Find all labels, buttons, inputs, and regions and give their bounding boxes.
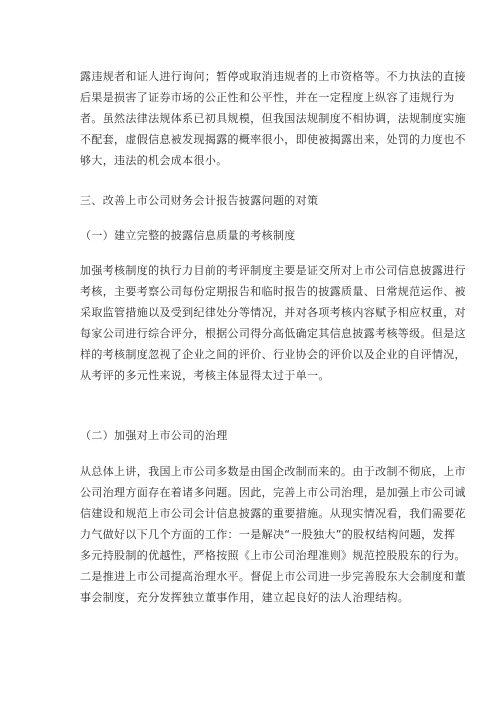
subheading: （一）建立完整的披露信息质量的考核制度 xyxy=(80,229,296,242)
paragraph-line: 不配套，虚假信息被发现揭露的概率很小，即使被揭露出来，处罚的力度也不 xyxy=(80,133,466,146)
paragraph-line: 者。虽然法律法规体系已初具规模，但我国法规制度不相协调，法规制度实施 xyxy=(80,112,466,125)
paragraph-line: 力气做好以下几个方面的工作：一是解决“一股独大”的股权结构问题，发挥 xyxy=(80,528,456,541)
paragraph-line: 信建设和规范上市公司会计信息披露的重要措施。从现实情况看，我们需要花 xyxy=(80,507,466,520)
paragraph-line: 样的考核制度忽视了企业之间的评价、行业协会的评价以及企业的自评情况， xyxy=(80,348,466,361)
paragraph-line: 二是推进上市公司提高治理水平。督促上市公司进一步完善股东大会制度和董 xyxy=(80,570,466,583)
paragraph-line: 公司治理方面存在着诸多问题。因此，完善上市公司治理，是加强上市公司诚 xyxy=(80,486,466,499)
subheading: （二）加强对上市公司的治理 xyxy=(80,429,228,442)
paragraph-line: 采取监管措施以及受到纪律处分等情况，并对各项考核内容赋予相应权重，对 xyxy=(80,306,466,319)
paragraph-line: 多元持股制的优越性，严格按照《上市公司治理准则》规范控股股东的行为。 xyxy=(80,549,466,562)
paragraph-line: 够大，违法的机会成本很小。 xyxy=(80,154,228,167)
paragraph-line: 从考评的多元性来说，考核主体显得太过于单一。 xyxy=(80,369,330,382)
paragraph-line: 露违规者和证人进行询问；暂停或取消违规者的上市资格等。不力执法的直接 xyxy=(80,70,466,83)
paragraph-line: 考核，主要考察公司每份定期报告和临时报告的披露质量、日常规范运作、被 xyxy=(80,285,466,298)
paragraph-line: 后果是损害了证券市场的公正性和公平性，并在一定程度上纵容了违规行为 xyxy=(80,91,455,104)
paragraph-line: 每家公司进行综合评分，根据公司得分高低确定其信息披露考核等级。但是这 xyxy=(80,327,466,340)
paragraph-line: 事会制度，充分发挥独立董事作用，建立起良好的法人治理结构。 xyxy=(80,591,410,604)
paragraph-line: 加强考核制度的执行力目前的考评制度主要是证交所对上市公司信息披露进行 xyxy=(80,264,466,277)
paragraph-line: 从总体上讲，我国上市公司多数是由国企改制而来的。由于改制不彻底，上市 xyxy=(80,465,466,478)
section-heading: 三、改善上市公司财务会计报告披露问题的对策 xyxy=(80,194,319,207)
